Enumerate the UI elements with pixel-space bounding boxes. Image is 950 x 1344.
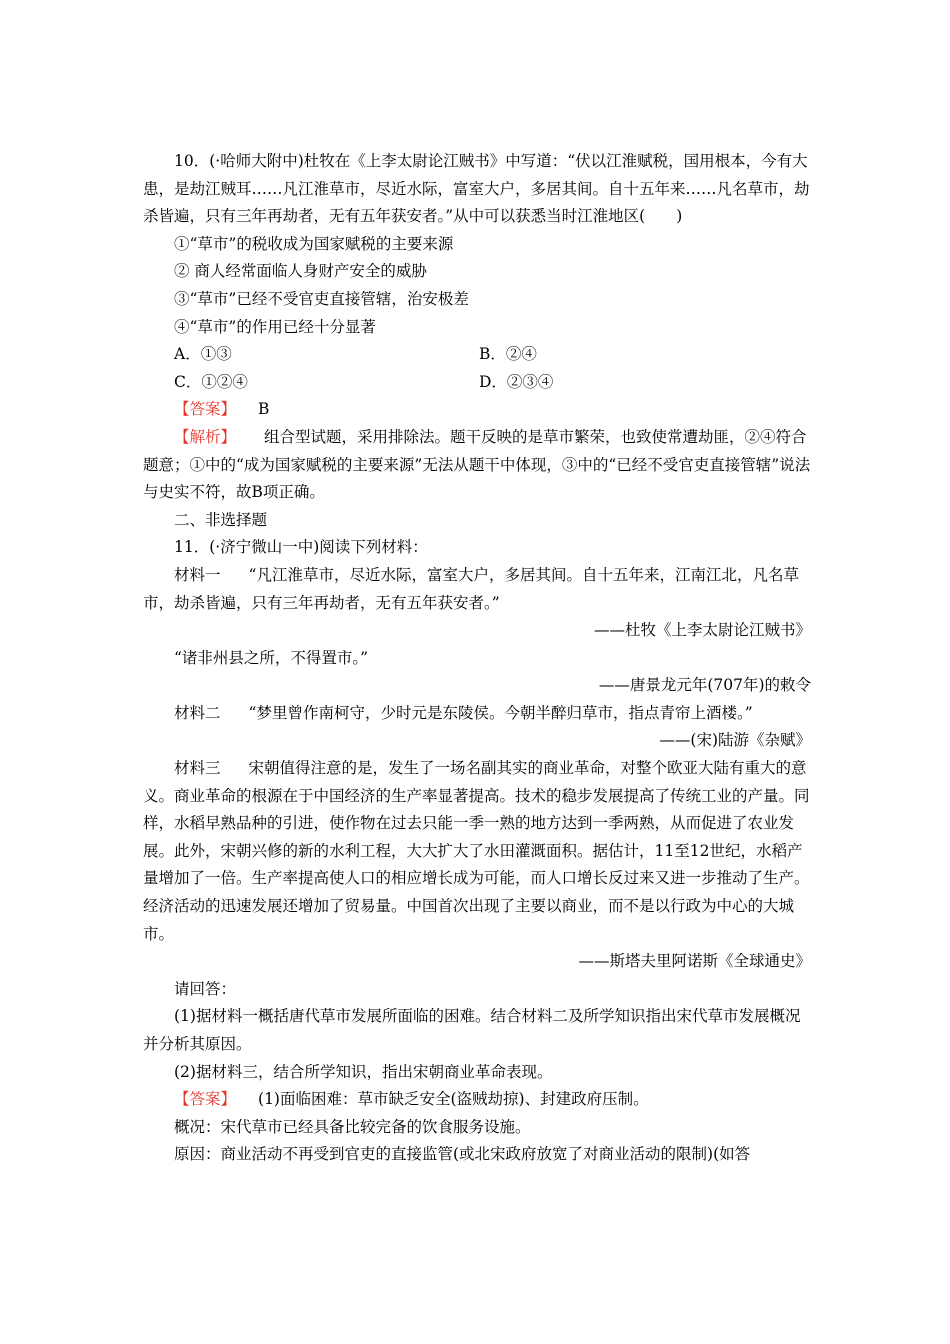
material-3-text: 宋朝值得注意的是，发生了一场名副其实的商业革命，对整个欧亚大陆有重大的意义。商业革命的根源在于中国经济的生产率显著提高。技术的稳步发展提高了传统工业的产量。同样，水稻早熟品种的引进，使作物在过去只能一季一熟的地方达到一季两熟，从而促进了农业发展。此外，宋朝兴修的新的水利工程，大大扩大了水田灌溉面积。据估计，11至12世纪，水稻产量增加了一倍。生产率提高使人口的相应增长成为可能，而人口增长反过来又进一步推动了生产。经济活动的迅速发展还增加了贸易量。中国首次出现了主要以商业，而不是以行政为中心的大城市。 (143, 759, 810, 943)
material-2 (143, 700, 811, 728)
material-2-source: ——(宋)陆游《杂赋》 (659, 731, 811, 750)
document-body (143, 148, 811, 1169)
q10-option-c: C．①②④ (174, 372, 248, 391)
q11-sub-1: (1)据材料一概括唐代草市发展所面临的困难。结合材料二及所学知识指出宋代草市发展概况并分析其原因。 (143, 1007, 801, 1053)
material-1b-source: ——唐景龙元年(707年)的敕令 (598, 676, 811, 695)
q10-item-4: ④“草市”的作用已经十分显著 (174, 317, 376, 336)
material-3 (143, 755, 811, 948)
q10-answer-value: B (258, 400, 270, 419)
material-1 (143, 562, 811, 617)
q10-analysis (143, 424, 811, 507)
material-1-text: “凡江淮草市，尽近水际，富室大户，多居其间。自十五年来，江南江北，凡名草市，劫杀皆遍，只有三年再劫者，无有五年获安者。” (143, 565, 799, 612)
q11-sub-2: (2)据材料三，结合所学知识，指出宋朝商业革命表现。 (174, 1062, 553, 1081)
q10-item-1: ①“草市”的税收成为国家赋税的主要来源 (174, 234, 454, 253)
q10-answer (143, 396, 811, 424)
material-2-label: 材料二 (174, 703, 221, 722)
material-3-source: ——斯塔夫里阿诺斯《全球通史》 (578, 952, 811, 971)
q11-answer-1: (1)面临困难：草市缺乏安全(盗贼劫掠)、封建政府压制。 (258, 1090, 649, 1109)
q11-answer-3: 原因：商业活动不再受到官吏的直接监管(或北宋政府放宽了对商业活动的限制)(如答 (174, 1145, 751, 1164)
q11-stem: 11．(·济宁微山一中)阅读下列材料： (174, 538, 428, 557)
material-1-label: 材料一 (174, 565, 221, 584)
q10-stem: 10．(·哈师大附中)杜牧在《上李太尉论江贼书》中写道：“伏以江淮赋税，国用根本，今有大患，是劫江贼耳……凡江淮草市，尽近水际，富室大户，多居其间。自十五年来……凡名草市，劫杀皆遍，只有三年再劫者，无有五年获安者。”从中可以获悉当时江淮地区( ) (143, 152, 810, 226)
q10-option-b: B．②④ (479, 345, 537, 364)
material-1-source: ——杜牧《上李太尉论江贼书》 (593, 621, 811, 640)
q10-options-row-1 (143, 341, 811, 369)
q10-option-d: D．②③④ (479, 372, 554, 391)
q11-answer-2: 概况：宋代草市已经具备比较完备的饮食服务设施。 (174, 1117, 531, 1136)
section-title: 二、非选择题 (174, 510, 268, 529)
analysis-tag: 【解析】 (174, 427, 237, 446)
q10-analysis-text: 组合型试题，采用排除法。题干反映的是草市繁荣，也致使常遭劫匪，②④符合题意；①中的“成为国家赋税的主要来源”无法从题干中体现，③中的“已经不受官吏直接管辖”说法与史实不符，故B项正确。 (143, 427, 811, 502)
q11-ask: 请回答： (174, 979, 237, 998)
answer-tag: 【答案】 (174, 400, 237, 419)
material-1b: “诸非州县之所，不得置市。” (174, 648, 369, 667)
material-3-label: 材料三 (174, 759, 221, 778)
q10-item-3: ③“草市”已经不受官吏直接管辖，治安极差 (174, 289, 469, 308)
q11-answer (143, 1086, 811, 1114)
material-2-text: “梦里曾作南柯守，少时元是东陵侯。今朝半醉归草市，指点青帘上酒楼。” (248, 703, 753, 722)
q10-option-a: A．①③ (174, 345, 232, 364)
q10-item-2: ② 商人经常面临人身财产安全的威胁 (174, 262, 427, 281)
q10-options-row-2 (143, 369, 811, 397)
answer-tag: 【答案】 (174, 1090, 237, 1109)
